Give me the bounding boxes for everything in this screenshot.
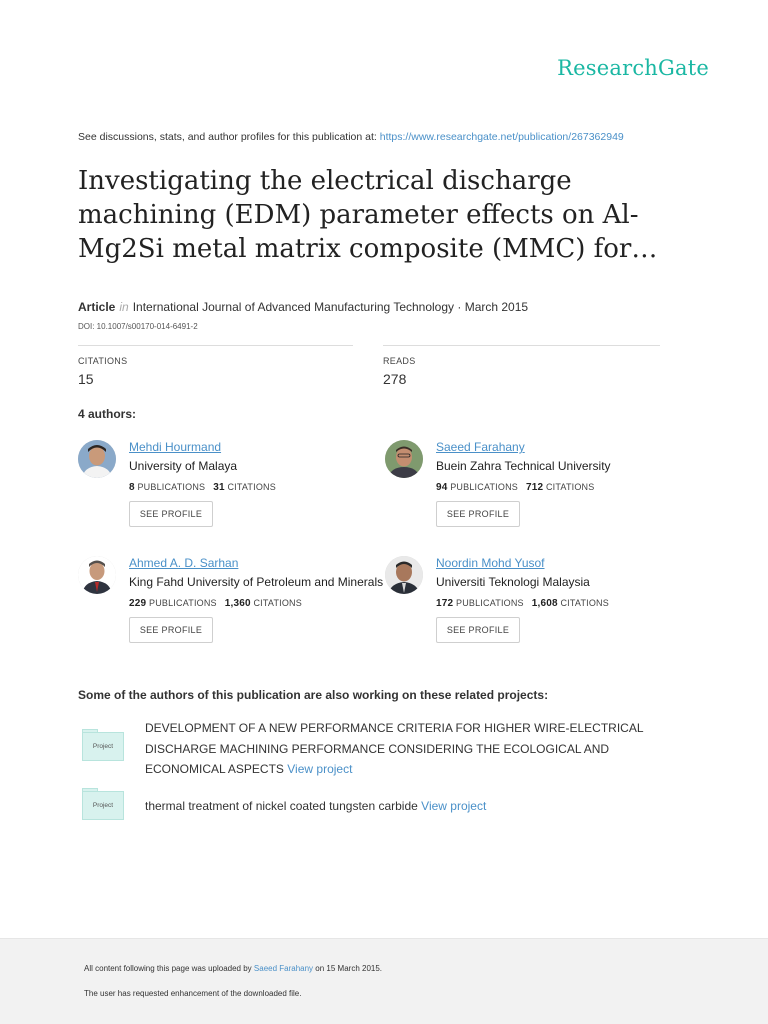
publications-label: PUBLICATIONS bbox=[149, 598, 217, 608]
project-title: DEVELOPMENT OF A NEW PERFORMANCE CRITERIA FOR HIGHER WIRE-ELECTRICAL DISCHARGE MACHINING PERFORMANCE CONSIDERING THE ECOLOGICAL AND ECONOMICAL ASPECTS bbox=[145, 721, 644, 776]
avatar[interactable] bbox=[78, 440, 116, 478]
publications-label: PUBLICATIONS bbox=[450, 482, 518, 492]
author-name-link[interactable]: Noordin Mohd Yusof bbox=[436, 556, 545, 570]
enhancement-note: The user has requested enhancement of the downloaded file. bbox=[84, 989, 302, 998]
citations-value: 15 bbox=[78, 371, 94, 387]
publication-title: Investigating the electrical discharge machining (EDM) parameter effects on Al-Mg2Si metal matrix composite (MMC) for… bbox=[78, 166, 658, 264]
upload-note bbox=[84, 964, 382, 973]
author-institution: Buein Zahra Technical University bbox=[436, 459, 611, 473]
avatar[interactable] bbox=[385, 556, 423, 594]
citations-label: CITATIONS bbox=[78, 356, 128, 366]
publications-count: 8 bbox=[129, 482, 135, 493]
publications-count: 229 bbox=[129, 598, 147, 609]
uploader-link[interactable]: Saeed Farahany bbox=[253, 964, 314, 973]
reads-divider bbox=[383, 345, 660, 346]
see-profile-button[interactable]: SEE PROFILE bbox=[436, 617, 520, 643]
citations-count: 1,608 bbox=[531, 598, 558, 609]
citations-count: 1,360 bbox=[224, 598, 251, 609]
citations-label: CITATIONS bbox=[227, 482, 276, 492]
see-profile-button[interactable]: SEE PROFILE bbox=[129, 501, 213, 527]
project-icon-label: Project bbox=[82, 732, 124, 761]
view-project-link[interactable]: View project bbox=[421, 799, 487, 813]
author-card bbox=[78, 440, 388, 540]
doi: DOI: 10.1007/s00170-014-6491-2 bbox=[78, 322, 198, 331]
upload-prefix: All content following this page was uploaded by bbox=[84, 964, 252, 973]
citations-count: 712 bbox=[525, 482, 544, 493]
publications-label: PUBLICATIONS bbox=[137, 482, 206, 492]
project-text bbox=[145, 718, 668, 780]
citations-label: CITATIONS bbox=[253, 598, 302, 608]
project-title: thermal treatment of nickel coated tungsten carbide bbox=[145, 799, 418, 813]
project-item bbox=[78, 787, 668, 827]
author-institution: University of Malaya bbox=[129, 459, 238, 473]
project-icon-label: Project bbox=[82, 791, 124, 820]
reads-label: READS bbox=[383, 356, 416, 366]
author-institution: Universiti Teknologi Malaysia bbox=[436, 575, 590, 589]
publications-label: PUBLICATIONS bbox=[456, 598, 524, 608]
project-text bbox=[145, 796, 668, 817]
publication-meta bbox=[78, 300, 528, 314]
reads-value: 278 bbox=[383, 371, 407, 387]
author-card bbox=[78, 556, 388, 656]
avatar[interactable] bbox=[78, 556, 116, 594]
related-projects-heading: Some of the authors of this publication are also working on these related projects: bbox=[78, 688, 549, 702]
see-profile-button[interactable]: SEE PROFILE bbox=[436, 501, 520, 527]
project-folder-icon[interactable] bbox=[78, 788, 126, 822]
citations-label: CITATIONS bbox=[560, 598, 609, 608]
author-card bbox=[385, 440, 695, 540]
citations-count: 31 bbox=[213, 482, 225, 493]
project-folder-icon[interactable] bbox=[78, 729, 126, 763]
in-word: in bbox=[119, 300, 129, 314]
author-stats bbox=[129, 598, 302, 609]
publication-url-link[interactable]: https://www.researchgate.net/publication/267362949 bbox=[379, 131, 624, 143]
publications-count: 172 bbox=[436, 598, 454, 609]
avatar[interactable] bbox=[385, 440, 423, 478]
citations-divider bbox=[78, 345, 353, 346]
author-stats bbox=[436, 598, 609, 609]
author-name-link[interactable]: Mehdi Hourmand bbox=[129, 440, 222, 454]
journal-date: International Journal of Advanced Manufacturing Technology · March 2015 bbox=[132, 300, 529, 314]
publication-type: Article bbox=[78, 300, 116, 314]
author-institution: King Fahd University of Petroleum and Minerals bbox=[129, 575, 384, 589]
author-name-link[interactable]: Ahmed A. D. Sarhan bbox=[129, 556, 239, 570]
upload-suffix: on 15 March 2015. bbox=[315, 964, 383, 973]
see-profile-button[interactable]: SEE PROFILE bbox=[129, 617, 213, 643]
discussion-text: See discussions, stats, and author profiles for this publication at: bbox=[78, 131, 380, 143]
citations-label: CITATIONS bbox=[545, 482, 595, 492]
author-card bbox=[385, 556, 695, 656]
view-project-link[interactable]: View project bbox=[287, 762, 353, 776]
footer bbox=[0, 938, 768, 1024]
authors-heading: 4 authors: bbox=[78, 407, 137, 421]
author-name-link[interactable]: Saeed Farahany bbox=[436, 440, 525, 454]
author-stats bbox=[436, 482, 594, 493]
researchgate-logo[interactable]: ResearchGate bbox=[557, 56, 709, 80]
discussion-line bbox=[78, 131, 624, 143]
author-stats bbox=[129, 482, 276, 493]
project-item bbox=[78, 718, 668, 782]
publications-count: 94 bbox=[436, 482, 448, 493]
